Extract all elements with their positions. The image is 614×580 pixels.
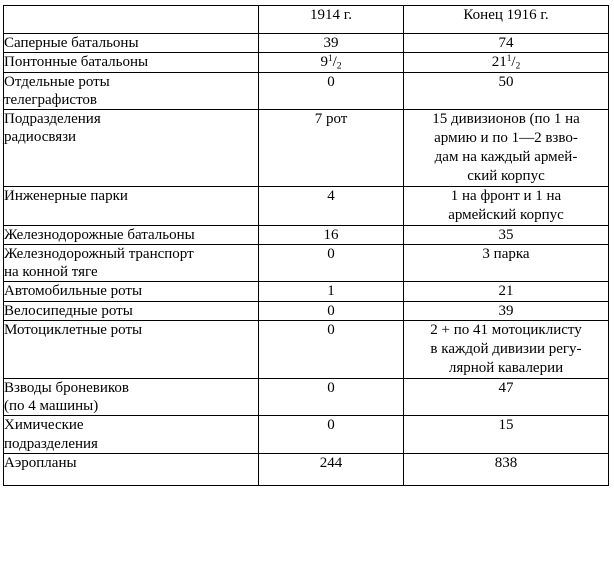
row-value-line: армейский корпус: [448, 206, 564, 223]
row-label: [4, 416, 259, 454]
row-value-1914: 16: [259, 225, 404, 244]
row-label-line: (по 4 машины): [4, 397, 99, 414]
row-label: Железнодорожные батальоны: [4, 225, 259, 244]
row-label: [4, 244, 259, 282]
row-value-1916: 74: [404, 34, 609, 53]
row-label-line: подразделения: [4, 435, 98, 452]
row-value-1916: 3 парка: [404, 244, 609, 282]
row-value-1916: 50: [404, 72, 609, 110]
row-value-1916: 21: [404, 282, 609, 301]
fraction-slash: /: [332, 54, 337, 71]
fraction-whole: 21: [491, 54, 507, 71]
row-value-1916: [404, 186, 609, 225]
row-value-1916: [404, 53, 609, 72]
row-value-1914: 244: [259, 453, 404, 485]
row-label-line: Железнодорожный транспорт: [4, 245, 194, 262]
table-row: [4, 186, 609, 225]
row-label: Аэропланы: [4, 453, 259, 485]
fraction-slash: /: [511, 54, 516, 71]
header-cell-1914: 1914 г.: [259, 6, 404, 34]
row-label: Автомобильные роты: [4, 282, 259, 301]
row-label-line: Химические: [4, 417, 84, 434]
row-value-1914: 4: [259, 186, 404, 225]
row-value-1914: 0: [259, 72, 404, 110]
row-value-1914: 0: [259, 321, 404, 379]
row-label-line: Взводы броневиков: [4, 379, 129, 396]
row-value-line: армию и по 1—2 взво-: [434, 130, 578, 147]
row-label-line: радиосвязи: [4, 129, 77, 146]
row-value-line: в каждой дивизии регу-: [430, 340, 582, 357]
fraction-value: [321, 53, 342, 71]
table-row: [4, 34, 609, 53]
row-value-1916: 47: [404, 378, 609, 416]
row-label: Велосипедные роты: [4, 301, 259, 320]
row-value-1916: 838: [404, 453, 609, 485]
row-label-line: телеграфистов: [4, 91, 98, 108]
table-row: [4, 282, 609, 301]
row-label-line: на конной тяге: [4, 264, 98, 281]
header-cell-blank: [4, 6, 259, 34]
fraction-numerator: 1: [506, 54, 512, 65]
row-value-1916: 39: [404, 301, 609, 320]
table-row: [4, 453, 609, 485]
row-label-line: Подразделения: [4, 111, 101, 128]
table-row: [4, 225, 609, 244]
table-row: [4, 301, 609, 320]
table-row: [4, 110, 609, 187]
row-value-1914: 0: [259, 378, 404, 416]
table-row: [4, 378, 609, 416]
row-label: [4, 378, 259, 416]
military-units-table: [3, 5, 609, 486]
row-value-1914: 0: [259, 416, 404, 454]
row-value-1916: [404, 321, 609, 379]
row-label: Понтонные батальоны: [4, 53, 259, 72]
table-row: [4, 416, 609, 454]
fraction-value: [492, 53, 520, 71]
row-value-1916: 35: [404, 225, 609, 244]
row-value-line: 1 на фронт и 1 на: [450, 187, 562, 204]
table-row: [4, 53, 609, 72]
fraction-denominator: 2: [336, 61, 342, 72]
table-header-row: [4, 6, 609, 34]
row-value-line: 15 дивизионов (по 1 на: [432, 111, 580, 128]
row-label: Инженерные парки: [4, 186, 259, 225]
header-cell-1916: Конец 1916 г.: [404, 6, 609, 34]
row-label: [4, 110, 259, 187]
row-value-1914: 39: [259, 34, 404, 53]
row-value-1914: 0: [259, 301, 404, 320]
table-row: [4, 72, 609, 110]
fraction-whole: 9: [320, 54, 328, 71]
row-value-line: лярной кавалерии: [448, 359, 564, 376]
row-value-1914: [259, 53, 404, 72]
row-value-1914: 7 рот: [259, 110, 404, 187]
table-row: [4, 321, 609, 379]
row-value-1914: 1: [259, 282, 404, 301]
fraction-numerator: 1: [328, 54, 333, 65]
row-value-1916: [404, 110, 609, 187]
row-value-line: ский корпус: [467, 167, 545, 184]
row-value-line: 2 + по 41 мотоциклисту: [430, 322, 582, 339]
table-row: [4, 244, 609, 282]
row-label: Мотоциклетные роты: [4, 321, 259, 379]
table-container: [3, 5, 608, 486]
row-value-1916: 15: [404, 416, 609, 454]
row-label: Саперные батальоны: [4, 34, 259, 53]
row-value-1914: 0: [259, 244, 404, 282]
row-label: [4, 72, 259, 110]
fraction-denominator: 2: [515, 61, 521, 72]
row-label-line: Отдельные роты: [4, 73, 110, 90]
row-value-line: дам на каждый армей-: [434, 148, 578, 165]
